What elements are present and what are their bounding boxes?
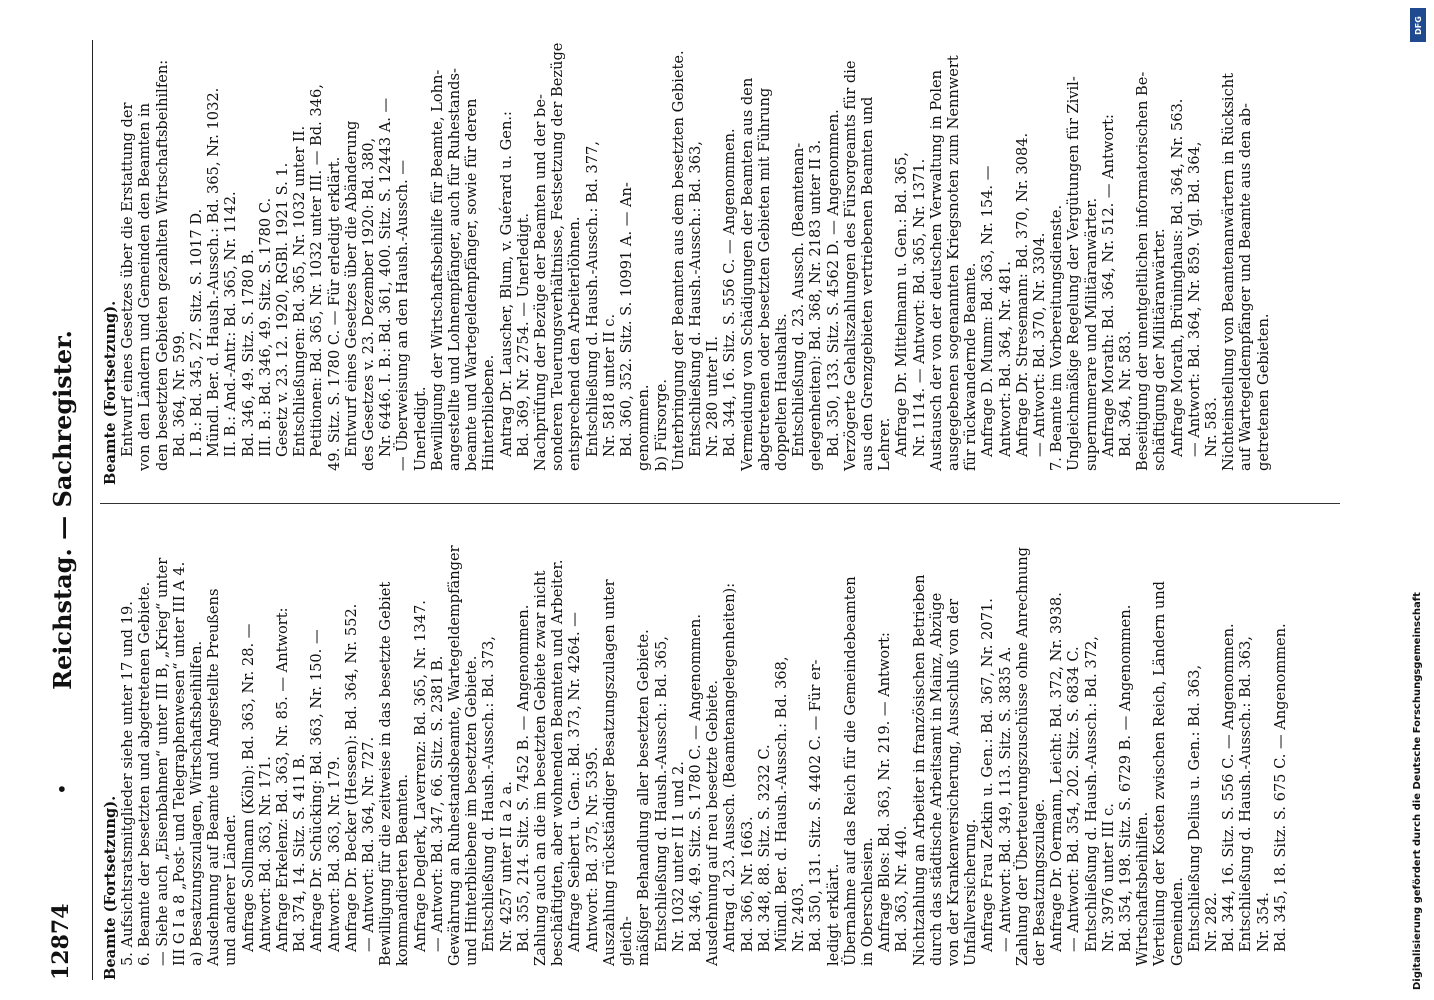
register-line: Antrag d. 23. Aussch. (Beamtenangelegenheiten): — [721, 582, 739, 952]
register-line: Anfrage Dr. Oermann, Leicht: Bd. 372, Nr. 3938. — [1048, 592, 1066, 952]
column-divider — [100, 503, 1340, 504]
register-line: beschäftigten, aber wohnenden Beamten und Arbeiter. — [549, 559, 567, 966]
register-line: Nr. 2403. — [790, 882, 808, 952]
register-line: Zahlung auch an die im besetzten Gebiete zwar nicht — [532, 570, 550, 966]
register-line: kommandierten Beamten. — [394, 773, 412, 966]
register-line: Entschließung d. Haush.-Aussch.: Bd. 363, — [1237, 636, 1255, 952]
register-line: Antwort: Bd. 375, Nr. 5395. — [583, 746, 601, 952]
register-line: Bd. 374, 14. Sitz. S. 411 B. — [291, 753, 309, 952]
register-line: III G I a 8 „Post- und Telegraphenwesen“ unter III A 4. — [170, 561, 188, 966]
register-line: Anfrage Frau Zetkin u. Gen.: Bd. 367, Nr. 2071. — [979, 598, 997, 952]
register-line: Entschließung d. Haush.-Aussch.: Bd. 363, — [686, 141, 704, 457]
register-line: den besetzten Gebieten gezahlten Wirtschaftsbeihilfen: — [153, 59, 171, 471]
register-line: supernumerare und Militäranwärter. — [1082, 197, 1100, 471]
register-line: Verzögerte Gehaltszahlungen des Fürsorgeamts für die — [841, 60, 859, 471]
digitization-sidebar — [1404, 0, 1434, 1000]
register-line: Antwort: Bd. 364, Nr. 481. — [996, 261, 1014, 457]
register-line: Anfrage Morath: Bd. 364, Nr. 512. — Antwort: — [1099, 114, 1117, 457]
register-line: Anfrage Sollmann (Köln): Bd. 363, Nr. 28. — — [239, 623, 257, 952]
register-line: Zahlung der Überteuerungszuschüsse ohne Anrechnung — [1013, 546, 1031, 966]
register-line: Antrag Dr. Lauscher, Blum, v. Guérard u. Gen.: — [497, 111, 515, 457]
register-line: Antwort: Bd. 363, Nr. 171. — [256, 756, 274, 952]
register-line: genommen. — [635, 384, 653, 471]
register-line: Anfrage Seibert u. Gen.: Bd. 373, Nr. 4264. — — [566, 612, 584, 952]
register-line: Antwort: Bd. 363, Nr. 179. — [325, 756, 343, 952]
register-line: Bd. 366, Nr. 1663. — [738, 816, 756, 952]
register-line: und anderer Länder. — [222, 814, 240, 966]
register-line: Unerledigt. — [411, 386, 429, 471]
register-line: Nr. 280 unter II. — [704, 336, 722, 457]
register-line: a) Besatzungszulagen, Wirtschaftsbeihilfen. — [188, 640, 206, 966]
register-line: doppelten Haushalts. — [772, 313, 790, 471]
register-line: entsprechend den Arbeiterlöhnen. — [566, 216, 584, 471]
register-line: Bd. 364, Nr. 583. — [1116, 330, 1134, 457]
register-line: aus den Grenzgebieten vertriebenen Beamten und Lehrer. — [858, 91, 894, 471]
register-line: Bd. 369, Nr. 2754. — Unerledigt. — [514, 212, 532, 457]
register-line: ledigt erklärt. — [824, 863, 842, 966]
register-line: Anfrage Dr. Stresemann: Bd. 370, Nr. 3084. — [1013, 132, 1031, 457]
register-line: Ungleichmäßige Regelung der Vergütungen für Zivil- — [1065, 76, 1083, 471]
right-column — [102, 40, 1272, 485]
register-line: Bd. 345, 18. Sitz. S. 675 C. — Angenommen. — [1271, 623, 1289, 952]
digitization-notice: Digitalisierung gefördert durch die Deutsche Forschungsgemeinschaft — [1412, 592, 1423, 990]
register-line: Bd. 344, 16. Sitz. S. 556 C. — Angenommen. — [721, 128, 739, 457]
register-line: — Antwort: Bd. 354, 202. Sitz. S. 6834 C. — [1065, 646, 1083, 952]
register-line: Bewilligung für die zeitweise in das besetzte Gebiet — [377, 581, 395, 966]
register-line: — Antwort: Bd. 364, Nr. 727. — [360, 736, 378, 952]
register-line: getretenen Gebieten. — [1254, 313, 1272, 471]
register-line: Entschließung Delius u. Gen.: Bd. 363, — [1185, 664, 1203, 952]
register-line: für rückwandernde Beamte. — [962, 262, 980, 471]
register-line: — Überweisung an den Haush.-Aussch. — — [394, 160, 412, 471]
register-line: — Siehe auch „Eisenbahnen“ unter III B, „Krieg“ unter — [153, 557, 171, 966]
register-line: Verteilung der Kosten zwischen Reich, Ländern und — [1151, 581, 1169, 966]
register-line: Ausdehnung auf Beamte und Angestellte Preußens — [205, 588, 223, 966]
register-line: Entwurf eines Gesetzes über die Abänderung — [342, 120, 360, 457]
register-line: Beseitigung der unentgeltlichen informatorischen Be- — [1134, 71, 1152, 471]
register-line: Nr. 1114. — Antwort: Bd. 365, Nr. 1371. — [910, 158, 928, 457]
register-line: Entschließung d. Haush.-Aussch.: Bd. 377, — [583, 141, 601, 457]
register-line: Gemeinden. — [1168, 877, 1186, 966]
register-line: Anfrage Erkelenz: Bd. 363, Nr. 85. — Antwort: — [274, 607, 292, 952]
register-line: I. B.: Bd. 345, 27. Sitz. S. 1017 D. — [188, 208, 206, 457]
register-line: von den Ländern und Gemeinden den Beamten in — [136, 102, 154, 471]
register-line: 49. Sitz. S. 1780 C. — Für erledigt erklärt. — [325, 156, 343, 471]
register-line: Nr. 354. — [1254, 892, 1272, 952]
register-line: Bd. 363, Nr. 440. — [893, 825, 911, 952]
register-line: 5. Aufsichtsratsmitglieder siehe unter 17 und 19. — [119, 601, 137, 966]
register-line: Bd. 354, 198. Sitz. S. 6729 B. — Angenommen. — [1116, 604, 1134, 952]
left-column — [102, 535, 1289, 980]
register-line: Entschließung d. Haush.-Aussch.: Bd. 365, — [652, 636, 670, 952]
register-line: Nachprüfung der Bezüge der Beamten und der be- — [532, 94, 550, 471]
register-line: Nr. 4257 unter II a 2 a. — [497, 781, 515, 952]
register-line: II. B.: And.-Antr.: Bd. 365, Nr. 1142. — [222, 191, 240, 457]
register-line: — Antwort: Bd. 347, 66. Sitz. S. 2381 B. — [428, 655, 446, 952]
register-line: in Oberschlesien. — [858, 837, 876, 966]
register-line: Anfrage Dr. Schücking: Bd. 363, Nr. 150. — — [308, 629, 326, 952]
dfg-logo — [1410, 8, 1426, 42]
header-rule — [92, 40, 93, 980]
running-title: Reichstag. — Sachregister. — [48, 330, 77, 690]
register-line: Bd. 350, 133. Sitz. S. 4562 D. — Angenommen. — [824, 109, 842, 457]
register-line: Nr. 583. — [1203, 397, 1220, 457]
register-line: Nichtzahlung an Arbeiter in französischen Betrieben — [910, 574, 928, 966]
register-line: Unfallversicherung. — [962, 818, 980, 966]
register-line: gelegenheiten): Bd. 368, Nr. 2183 unter II 3. — [807, 139, 825, 471]
register-line: III. B.: Bd. 346, 49. Sitz. S. 1780 C. — [256, 197, 274, 457]
register-line: Beamte (Fortsetzung). — [102, 300, 119, 485]
register-line: sonderen Teuerungsverhältnisse, Festsetzung der Bezüge — [549, 42, 567, 471]
register-line: Unterbringung der Beamten aus dem besetzten Gebiete. — [669, 50, 687, 471]
register-line: Ausdehnung auf neu besetzte Gebiete. — [704, 679, 722, 966]
register-line: der Besatzungszulage. — [1030, 798, 1048, 966]
register-line: Nr. 282. — [1203, 892, 1220, 952]
register-line: Petitionen: Bd. 365, Nr. 1032 unter III. — Bd. 346, — [308, 84, 326, 457]
register-line: Nr. 3976 unter III c. — [1099, 803, 1117, 952]
register-line: beamte und Wartegeldempfänger, sowie für deren — [463, 98, 481, 471]
dfg-logo-text: DFG — [1413, 15, 1423, 35]
register-line: Entschließung d. Haush.-Aussch.: Bd. 372, — [1082, 636, 1100, 952]
register-line: Anfrage Blos: Bd. 363, Nr. 219. — Antwort: — [876, 632, 894, 952]
register-line: Entwurf eines Gesetzes über die Erstattung der — [119, 102, 137, 457]
register-line: Bd. 360, 352. Sitz. S. 10991 A. — An- — [618, 182, 636, 457]
register-line: Anfrage Dr. Becker (Hessen): Bd. 364, Nr. 552. — [342, 603, 360, 952]
register-line: — Antwort: Bd. 370, Nr. 3304. — [1030, 232, 1048, 457]
register-line: Bd. 348, 88. Sitz. S. 3232 C. — [755, 744, 773, 952]
register-line: Anfrage D. Mumm: Bd. 363, Nr. 154. — — [979, 165, 997, 457]
register-line: Übernahme auf das Reich für die Gemeindebeamten — [841, 576, 859, 966]
register-line: schäftigung der Militäranwärter. — [1151, 228, 1169, 471]
register-line: Auszahlung rückständiger Besatzungszulagen unter gleich- — [600, 574, 636, 966]
register-line: Anfrage Dr. Mittelmann u. Gen.: Bd. 365, — [893, 151, 911, 457]
register-line: Bd. 364, Nr. 599. — [170, 330, 188, 457]
register-line: Nr. 5818 unter II c. — [600, 313, 618, 457]
register-line: auf Wartegeldempfänger und Beamte aus den ab- — [1237, 103, 1255, 471]
register-line: Bd. 346, 49. Sitz. S. 1780 C. — Angenommen. — [686, 614, 704, 952]
page-number: 12874 — [48, 903, 74, 980]
register-line: 7. Beamte im Vorbereitungsdienste. — [1048, 204, 1066, 471]
register-line: Entschließungen: Bd. 365, Nr. 1032 unter II. — [291, 125, 309, 457]
register-line: durch das städtische Arbeitsamt in Mainz, Abzüge — [927, 592, 945, 966]
register-line: Mündl. Ber. d. Haush.-Aussch.: Bd. 365, Nr. 1032. — [205, 87, 223, 457]
register-line: Bd. 344, 16. Sitz. S. 556 C. — Angenommen. — [1220, 623, 1238, 952]
register-line: Bd. 346, 49. Sitz. S. 1780 B. — [239, 249, 257, 457]
register-line: von der Krankenversicherung, Ausschluß von der — [944, 598, 962, 966]
register-line: Bd. 350, 131. Sitz. S. 4402 C. — Für er- — [807, 659, 825, 952]
register-line: Vermeidung von Schädigungen der Beamten aus den — [738, 77, 756, 471]
register-line: Nichteinstellung von Beamtenanwärtern in Rücksicht — [1220, 72, 1238, 471]
page-header — [48, 40, 88, 980]
register-line: Mündl. Ber. d. Haush.-Aussch.: Bd. 368, — [772, 656, 790, 952]
register-line: des Gesetzes v. 23. Dezember 1920: Bd. 380, — [360, 137, 378, 471]
register-line: Austausch der von der deutschen Verwaltung in Polen — [927, 69, 945, 471]
header-bullet: • — [50, 783, 74, 795]
register-line: Wirtschaftsbeihilfen. — [1134, 811, 1152, 966]
register-line: Entschließung d. 23. Aussch. (Beamtenan- — [790, 142, 808, 457]
register-line: Bd. 355, 214. Sitz. S. 7452 B. — Angenommen. — [514, 604, 532, 952]
register-line: mäßiger Behandlung aller besetzten Gebiete. — [635, 629, 653, 966]
register-line: Anfrage Morath, Brüninghaus: Bd. 364, Nr. 563. — [1168, 98, 1186, 457]
register-line: Bewilligung der Wirtschaftsbeihilfe für Beamte, Lohn- — [428, 69, 446, 471]
register-line: abgetretenen oder besetzten Gebieten mit Führung — [755, 87, 773, 471]
register-line: — Antwort: Bd. 364, Nr. 859. Vgl. Bd. 364, — [1185, 141, 1203, 457]
register-line: Gewährung an Ruhestandsbeamte, Wartegeldempfänger — [446, 545, 464, 966]
register-line: Hinterbliebene. — [480, 354, 498, 471]
register-line: angestellte und Lohnempfänger, auch für Ruhestands- — [446, 68, 464, 471]
register-line: Entschließung d. Haush.-Aussch.: Bd. 373, — [480, 636, 498, 952]
register-line: b) Fürsorge. — [652, 378, 670, 471]
register-line: Anfrage Deglerk, Laverrenz: Bd. 365, Nr. 1347. — [411, 600, 429, 952]
register-line: ausgegebenen sogenannten Kriegsnoten zum Nennwert — [944, 55, 962, 471]
register-line: Nr. 6446. I. B.: Bd. 361, 400. Sitz. S. 12443 A. — — [377, 97, 395, 457]
register-line: 6. Beamte der besetzten und abgetretenen Gebiete. — [136, 581, 154, 966]
register-line: Gesetz v. 23. 12. 1920, RGBl. 1921 S. 1. — [274, 162, 292, 457]
register-line: — Antwort: Bd. 349, 113. Sitz. S. 3835 A. — [996, 646, 1014, 952]
register-line: Nr. 1032 unter II 1 und 2. — [669, 761, 687, 952]
register-line: und Hinterbliebene im besetzten Gebiete. — [463, 655, 481, 966]
register-line: Beamte (Fortsetzung). — [102, 795, 119, 980]
